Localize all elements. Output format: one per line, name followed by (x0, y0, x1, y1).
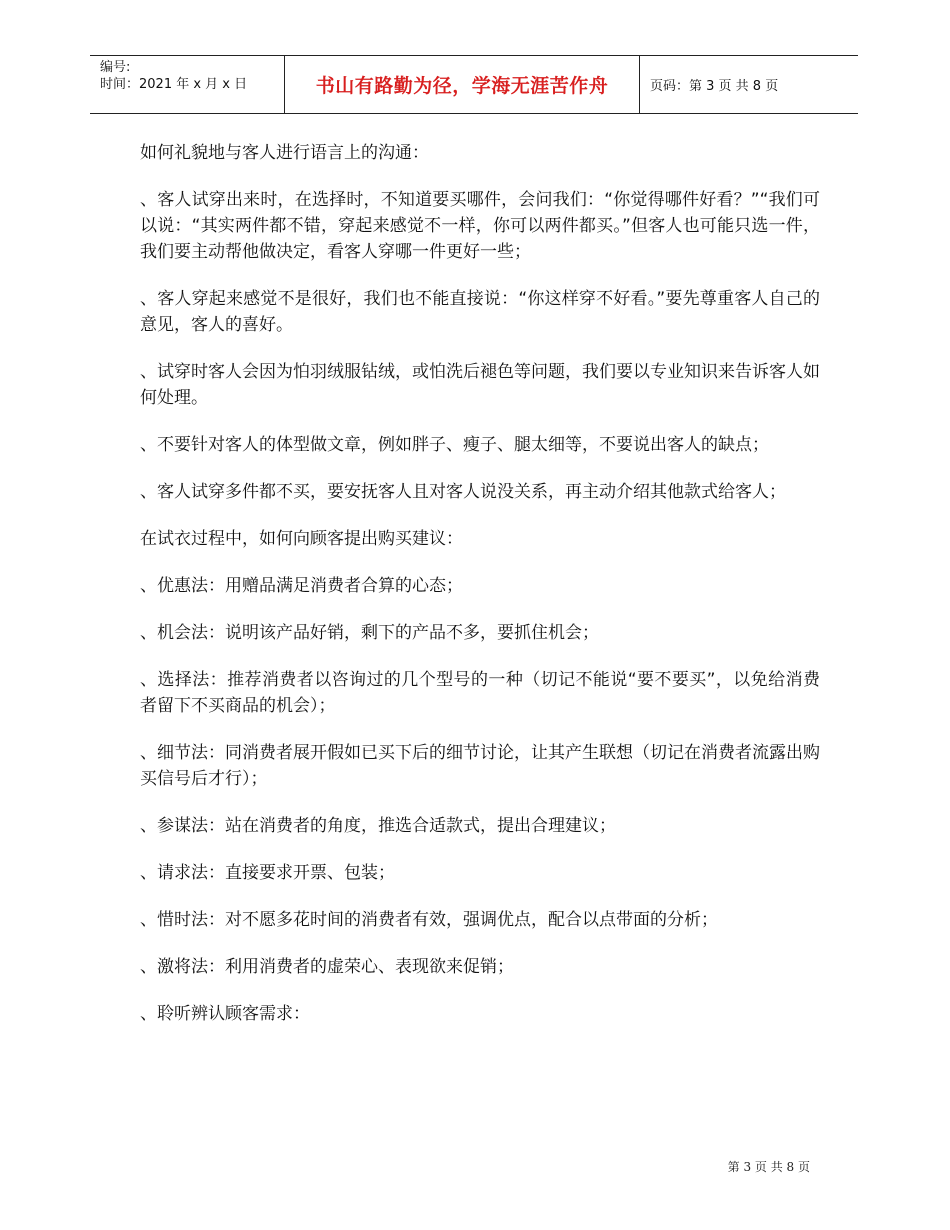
paragraph: 、客人试穿出来时，在选择时，不知道要买哪件，会问我们：“你觉得哪件好看？”“我们可以说：“其实两件都不错，穿起来感觉不一样，你可以两件都买。”但客人也可能只选一件，我们要主动帮他做决定，看客人穿哪一件更好一些； (140, 190, 820, 262)
document-number-label: 编号: (100, 60, 131, 75)
header-meta (90, 56, 285, 113)
paragraph: 、激将法：利用消费者的虚荣心、表现欲来促销； (140, 957, 514, 977)
page-header (90, 55, 858, 114)
header-page-number: 页码：第 3 页 共 8 页 (650, 79, 779, 94)
paragraph: 、客人穿起来感觉不是很好，我们也不能直接说：“你这样穿不好看。”要先尊重客人自己的意见，客人的喜好。 (140, 289, 820, 335)
page-footer-number: 第 3 页 共 8 页 (727, 1160, 810, 1174)
paragraph: 、选择法：推荐消费者以咨询过的几个型号的一种（切记不能说“要不要买”，以免给消费者留下不买商品的机会）； (140, 670, 820, 716)
paragraph: 、聆听辨认顾客需求： (140, 1004, 310, 1024)
section-heading-communication: 如何礼貌地与客人进行语言上的沟通： (140, 143, 429, 163)
document-time-label: 时间：2021 年 x 月 x 日 (100, 77, 248, 92)
paragraph: 、惜时法：对不愿多花时间的消费者有效，强调优点，配合以点带面的分析； (140, 910, 718, 930)
paragraph: 、机会法：说明该产品好销，剩下的产品不多，要抓住机会； (140, 623, 599, 643)
paragraph: 、试穿时客人会因为怕羽绒服钻绒，或怕洗后褪色等问题，我们要以专业知识来告诉客人如何处理。 (140, 362, 820, 408)
paragraph: 、请求法：直接要求开票、包装； (140, 863, 395, 883)
paragraph: 、优惠法：用赠品满足消费者合算的心态； (140, 576, 463, 596)
document-body (140, 140, 820, 1048)
paragraph: 、客人试穿多件都不买，要安抚客人且对客人说没关系，再主动介绍其他款式给客人； (140, 482, 786, 502)
section-heading-suggestions: 在试衣过程中，如何向顾客提出购买建议： (140, 529, 463, 549)
header-motto: 书山有路勤为径，学海无涯苦作舟 (285, 56, 640, 113)
paragraph: 、不要针对客人的体型做文章，例如胖子、瘦子、腿太细等，不要说出客人的缺点； (140, 435, 769, 455)
paragraph: 、参谋法：站在消费者的角度，推选合适款式，提出合理建议； (140, 816, 616, 836)
paragraph: 、细节法：同消费者展开假如已买下后的细节讨论，让其产生联想（切记在消费者流露出购买信号后才行）； (140, 743, 820, 789)
